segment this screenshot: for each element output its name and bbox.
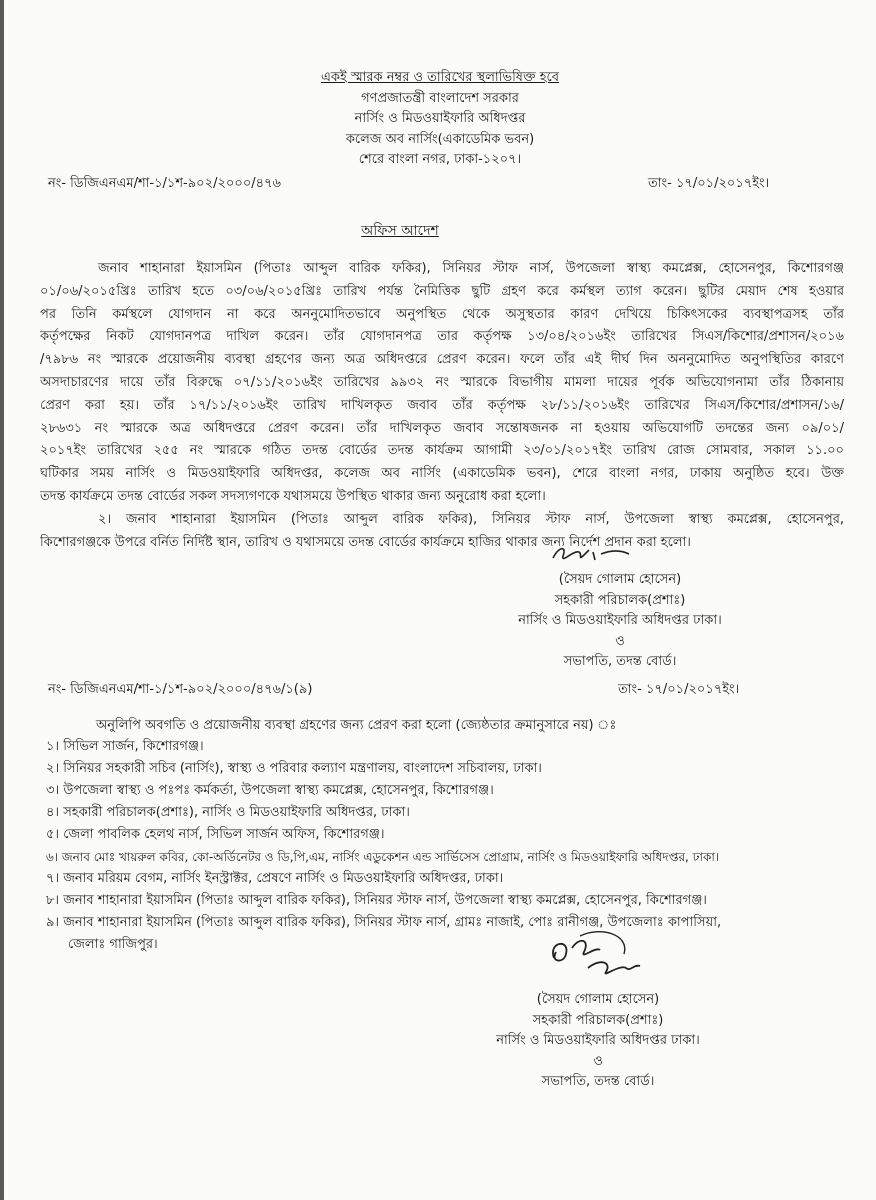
letterhead-line: গণপ্রজাতন্ত্রী বাংলাদেশ সরকার xyxy=(361,90,519,106)
text-line: কর্তৃপক্ষের নিকট যোগদানপত্র দাখিল করেন। তাঁর যোগদানপত্র তার কর্তৃপক্ষ ১৩/০৪/২০১৬ইং তারিখের সিএস/কিশোর/প্রশাসন/২০১৬ xyxy=(40,329,844,345)
letterhead xyxy=(200,68,680,171)
list-item: ৫। জেলা পাবলিক হেলথ নার্স, সিভিল সার্জন অফিস, কিশোরগঞ্জ। xyxy=(46,827,385,842)
letterhead-line: কলেজ অব নার্সিং(একাডেমিক ভবন) xyxy=(345,131,535,147)
memo-number: নং- ডিজিএনএম/শা-১/১শ-৯০২/২০০০/৪৭৬ xyxy=(48,176,281,191)
signatory-designation: সহকারী পরিচালক(প্রশাঃ) xyxy=(554,592,686,608)
signatory-office: নার্সিং ও মিডওয়াইফারি অধিদপ্তর ঢাকা। xyxy=(518,613,722,628)
text-line: ২। জনাব শাহানারা ইয়াসমিন (পিতাঃ আব্দুল বারিক ফকির), সিনিয়র স্টাফ নার্স, উপজেলা স্বাস্থ্য কমপ্লেক্স, হোসেনপুর, xyxy=(98,512,844,527)
list-item: জেলাঃ গাজিপুর। xyxy=(68,937,158,952)
list-item: ৭। জনাব মরিয়ম বেগম, নার্সিং ইনস্ট্রাক্টর, প্রেষণে নার্সিং ও মিডওয়াইফারি অধিদপ্তর, ঢাকা। xyxy=(46,871,504,886)
list-item: ২। সিনিয়র সহকারী সচিব (নার্সিং), স্বাস্থ্য ও পরিবার কল্যাণ মন্ত্রণালয়, বাংলাদেশ সচিবালয়, ঢাকা। xyxy=(46,761,542,776)
text-line: ২০১৭ইং তারিখের ২৫৫ নং স্মারকে গঠিত তদন্ত বোর্ডের তদন্ত কার্যক্রম আগামী ২৩/০১/২০১৭ইং তারিখ রোজ সোমবার, সকাল ১১.০০ xyxy=(40,443,844,459)
text-line: /৭৯৮৬ নং স্মারকে প্রয়োজনীয় ব্যবস্থা গ্রহণের জন্য অত্র অধিদপ্তরে প্রেরণ করেন। ফলে তাঁর এই দীর্ঘ দিন অননুমোদিত অনুপস্থিতির কারণে xyxy=(40,352,844,368)
letterhead-line: নার্সিং ও মিডওয়াইফারি অধিদপ্তর xyxy=(354,111,526,126)
memo-note: একই স্মারক নম্বর ও তারিখের স্থলাভিষিক্ত হবে xyxy=(320,70,560,85)
list-item: ৮। জনাব শাহানারা ইয়াসমিন (পিতাঃ আব্দুল বারিক ফকির), সিনিয়র স্টাফ নার্স, উপজেলা স্বাস্থ্য কমপ্লেক্স, হোসেনপুর, কিশোরগঞ্জ। xyxy=(46,893,707,908)
signature-image xyxy=(545,540,635,570)
text-line: জনাব শাহানারা ইয়াসমিন (পিতাঃ আব্দুল বারিক ফকির), সিনিয়র স্টাফ নার্স, উপজেলা স্বাস্থ্য কমপ্লেক্স, হোসেনপুর, কিশোরগঞ্জ xyxy=(98,261,844,276)
copy-intro: অনুলিপি অবগতি ও প্রয়োজনীয় ব্যবস্থা গ্রহণের জন্য প্রেরণ করা হলো (জ্যেষ্ঠতার ক্রমানুসারে নয়) ঃ xyxy=(96,718,617,733)
text-line: অসদাচারণের দায়ে তাঁর বিরুদ্ধে ০৭/১১/২০১৬ইং তারিখের ৯৯৩২ নং স্মারকে বিভাগীয় মামলা দায়ের পূর্বক অভিযোগনামা তাঁর ঠিকানায় xyxy=(40,374,844,390)
memo-number-2: নং- ডিজিএনএম/শা-১/১শ-৯০২/২০০০/৪৭৬/১(৯) xyxy=(48,682,313,697)
signature-image-2 xyxy=(540,928,650,988)
signature-block-2 xyxy=(448,990,748,1093)
memo-date-2: তাং- ১৭/০১/২০১৭ইং। xyxy=(618,682,740,697)
text-line: কিশোরগঞ্জকে উপরে বর্নিত নির্দিষ্ট স্থান, তারিখ ও যথাসময়ে তদন্ত বোর্ডের কার্যক্রমে হাজির থাকার জন্য নির্দেশ প্রদান করা হলো। xyxy=(40,534,691,550)
list-item: ৩। উপজেলা স্বাস্থ্য ও পঃপঃ কর্মকর্তা, উপজেলা স্বাস্থ্য কমপ্লেক্স, হোসেনপুর, কিশোরগঞ্জ। xyxy=(46,783,494,798)
list-item: ৬। জনাব মোঃ খায়রুল কবির, কো-অর্ডিনেটর ও ডি,পি,এম, নার্সিং এডুকেশন এন্ড সার্ভিসেস প্রোগ্রাম, নার্সিং ও মিডওয়াইফারি অধিদপ্তর, ঢাকা। xyxy=(46,850,720,864)
text-line: প্রেরণ করা হয়। তাঁর ১৭/১১/২০১৬ইং তারিখ দাখিলকৃত জবাব তাঁর কর্তৃপক্ষ ২৮/১১/২০১৬ইং তারিখের সিএস/কিশোর/প্রশাসন/১৬/ xyxy=(40,397,844,413)
signatory-name: (সৈয়দ গোলাম হোসেন) xyxy=(558,572,682,587)
list-item: ১। সিভিল সার্জন, কিশোরগঞ্জ। xyxy=(46,739,204,754)
signatory-role: সভাপতি, তদন্ত বোর্ড। xyxy=(563,654,677,669)
memo-date: তাং- ১৭/০১/২০১৭ইং। xyxy=(648,176,770,191)
signatory-role: সভাপতি, তদন্ত বোর্ড। xyxy=(541,1074,655,1089)
conjunction: ও xyxy=(615,633,625,649)
scan-edge xyxy=(0,0,4,1200)
paragraph-2 xyxy=(40,509,844,555)
copy-list xyxy=(46,736,721,956)
paragraph-1 xyxy=(40,258,844,509)
list-item: ৯। জনাব শাহানারা ইয়াসমিন (পিতাঃ আব্দুল বারিক ফকির), সিনিয়র স্টাফ নার্স, গ্রামঃ নাজাই, পোঃ রানীগঞ্জ, উপজেলাঃ কাপাসিয়া, xyxy=(46,915,722,930)
conjunction: ও xyxy=(593,1053,603,1069)
page-title: অফিস আদেশ xyxy=(361,223,439,239)
signatory-name: (সৈয়দ গোলাম হোসেন) xyxy=(536,992,660,1007)
list-item: ৪। সহকারী পরিচালক(প্রশাঃ), নার্সিং ও মিডওয়াইফারি অধিদপ্তর, ঢাকা। xyxy=(46,805,410,820)
signatory-designation: সহকারী পরিচালক(প্রশাঃ) xyxy=(532,1012,664,1028)
text-line: ০১/০৬/২০১৫খ্রিঃ তারিখ হতে ০৩/০৬/২০১৫খ্রিঃ তারিখ পর্যন্ত নৈমিত্তিক ছুটি গ্রহণ করে কর্মস্থল ত্যাগ করেন। ছুটির মেয়াদ শেষ হওয়ার xyxy=(40,283,844,299)
text-line: ২৮৬৩১ নং স্মারকে অত্র অধিদপ্তরে প্রেরণ করেন। তাঁর দাখিলকৃত জবাব সন্তোষজনক না হওয়ায় অভিযোগটি তদন্তের জন্য ০৯/০১/ xyxy=(40,420,844,436)
signatory-office: নার্সিং ও মিডওয়াইফারি অধিদপ্তর ঢাকা। xyxy=(496,1033,700,1048)
text-line: ঘটিকার সময় নার্সিং ও মিডওয়াইফারি অধিদপ্তর, কলেজ অব নার্সিং (একাডেমিক ভবন), শেরে বাংলা নগর, ঢাকায় অনুষ্ঠিত হবে। উক্ত xyxy=(40,466,844,482)
text-line: তদন্ত কার্যক্রমে তদন্ত বোর্ডের সকল সদস্যগণকে যথাসময়ে উপস্থিত থাকার জন্য অনুরোধ করা হলো। xyxy=(40,488,546,504)
signature-block xyxy=(470,570,770,673)
letterhead-line: শেরে বাংলা নগর, ঢাকা-১২০৭। xyxy=(358,152,522,167)
text-line: পর তিনি কর্মস্থলে যোগদান না করে অননুমোদিতভাবে অনুপস্থিত থেকে অসুস্থতার কারণ দেখিয়ে চিকিৎসকের ব্যবস্থাপত্রসহ তাঁর xyxy=(40,306,844,322)
